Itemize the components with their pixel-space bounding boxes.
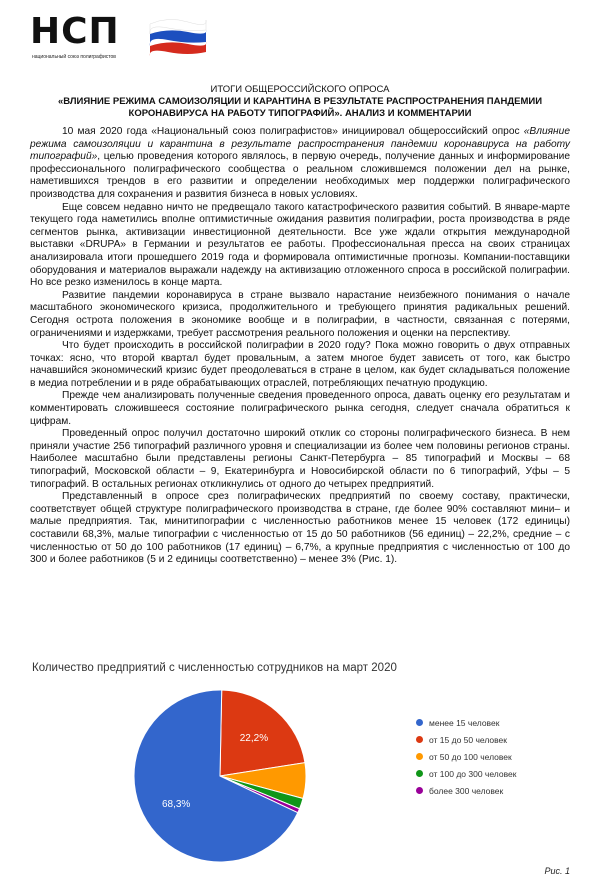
paragraph-4: Что будет происходить в российской полиграфии в 2020 году? Пока можно говорить о двух отправных точках: ясно, что второй квартал будет провальным, а затем многое будет зависеть от того, как быстро начавшийся экономический кризис будет преодолеваться в стране в целом, как будет складываться положение в медиа потреблении и в ряде обрабатывающих отраслей, потребляющих печатную продукцию. [30, 340, 570, 389]
header-title-line2: КОРОНАВИРУСА НА РАБОТУ ТИПОГРАФИЙ». АНАЛИЗ И КОММЕНТАРИИ [128, 108, 472, 119]
header-title-line1: «ВЛИЯНИЕ РЕЖИМА САМОИЗОЛЯЦИИ И КАРАНТИНА В РЕЗУЛЬТАТЕ РАСПРОСТРАНЕНИЯ ПАНДЕМИИ [57, 96, 543, 107]
legend-label: менее 15 человек [429, 717, 500, 728]
pie-data-label-0: 68,3% [161, 799, 191, 811]
legend-item-0 [416, 714, 516, 731]
legend-item-4 [416, 782, 516, 799]
logo-subtitle: национальный союз полиграфистов [32, 54, 116, 60]
article-header [40, 84, 560, 120]
p1-survey-name: «Влияние режима самоизоляции и карантина в результате распространения пандемии коронавируса на работу типографий» [30, 126, 570, 163]
paragraph-5: Прежде чем анализировать полученные сведения проведенного опроса, давать оценку его результатам и комментировать сложившееся состояние полиграфического рынка сегодня, следует сначала обратиться к цифрам. [30, 390, 570, 427]
legend-item-2 [416, 748, 516, 765]
paragraph-7: Представленный в опросе срез полиграфических предприятий по своему составу, практически, соответствует общей структуре полиграфического производства в стране, где более 90% составляют мини– и малые предприятия. Так, минитипографии с численностью работников менее 15 человек (172 единицы) составили 68,3%, малые типографии с численностью от 15 до 50 работников (56 единиц) – 22,2%, средние – с численностью от 50 до 100 работников (17 единиц) – 6,7%, а крупные предприятия с численностью от 100 до 300 и более работников (5 и 2 единицы соответственно) – менее 3% (Рис. 1). [30, 491, 570, 566]
header-pre: ИТОГИ ОБЩЕРОССИЙСКОГО ОПРОСА [210, 84, 390, 95]
legend-dot-icon [416, 787, 423, 794]
chart-title: Количество предприятий с численностью сотрудников на март 2020 [32, 662, 397, 674]
russian-flag-icon [148, 16, 208, 56]
p1-text-b: , целью проведения которого являлось, в первую очередь, получение данных и информирование профессионального полиграфического сообщества о реальном сложившемся положении дел на рынке, наметившихся трендов в его развитии и определении необходимых мер поддержки полиграфического производства для сохранения и развития бизнеса в новых условиях. [30, 151, 570, 200]
nsp-logo [30, 12, 190, 68]
legend-label: от 15 до 50 человек [429, 734, 507, 745]
p1-text-a: 10 мая 2020 года «Национальный союз полиграфистов» инициировал общероссийский опрос [62, 126, 524, 137]
pie-svg [24, 684, 404, 864]
legend-label: от 50 до 100 человек [429, 751, 512, 762]
article-body [30, 126, 570, 567]
legend-label: от 100 до 300 человек [429, 768, 517, 779]
paragraph-1 [30, 126, 570, 202]
figure-caption: Рис. 1 [544, 866, 570, 876]
legend-item-1 [416, 731, 516, 748]
legend-dot-icon [416, 719, 423, 726]
legend-label: более 300 человек [429, 785, 504, 796]
logo-text: НСП [30, 11, 120, 52]
pie-data-label-1: 22,2% [239, 733, 269, 745]
pie-chart [24, 656, 576, 868]
legend-item-3 [416, 765, 516, 782]
chart-legend [416, 714, 516, 799]
legend-dot-icon [416, 736, 423, 743]
legend-dot-icon [416, 770, 423, 777]
paragraph-3: Развитие пандемии коронавируса в стране вызвало нарастание неизбежного понимания о начале масштабного экономического кризиса, продолжительного и требующего принятия радикальных решений. Сегодня острота положения в экономике вообще и в полиграфии, в частности, связанная с потерями, ограничениями и издержками, требует рассмотрения реального положения и оценки на перспективу. [30, 289, 570, 339]
legend-dot-icon [416, 753, 423, 760]
paragraph-2: Еще совсем недавно ничто не предвещало такого катастрофического развития событий. В январе-марте текущего года наметились вполне оптимистичные ожидания развития полиграфии, роста производства в ряде сегментов рынка, активизации инвестиционной деятельности. Все уже ждали открытия международной выставки «DRUPA» в Германии и результатов ее работы. Профессиональная пресса на своих страницах анализировала итоги прошедшего 2019 года и формировала оптимистичные прогнозы. Компании-поставщики оборудования и материалов выражали надежду на активизацию отложенного спроса в российской полиграфии. Но все резко изменилось в конце марта. [30, 201, 570, 289]
paragraph-6: Проведенный опрос получил достаточно широкий отклик со стороны полиграфического бизнеса. В нем приняли участие 256 типографий различного уровня и специализации из более чем половины регионов страны. Наиболее масштабно были представлены регионы Санкт-Петербурга – 85 типографий и Москвы – 68 типографий, Московской области – 9, Екатеринбурга и Новосибирской области по 6 типографий, Уфы – 5 типографий. В остальных регионах откликнулись от одного до четырех предприятий. [30, 428, 570, 490]
